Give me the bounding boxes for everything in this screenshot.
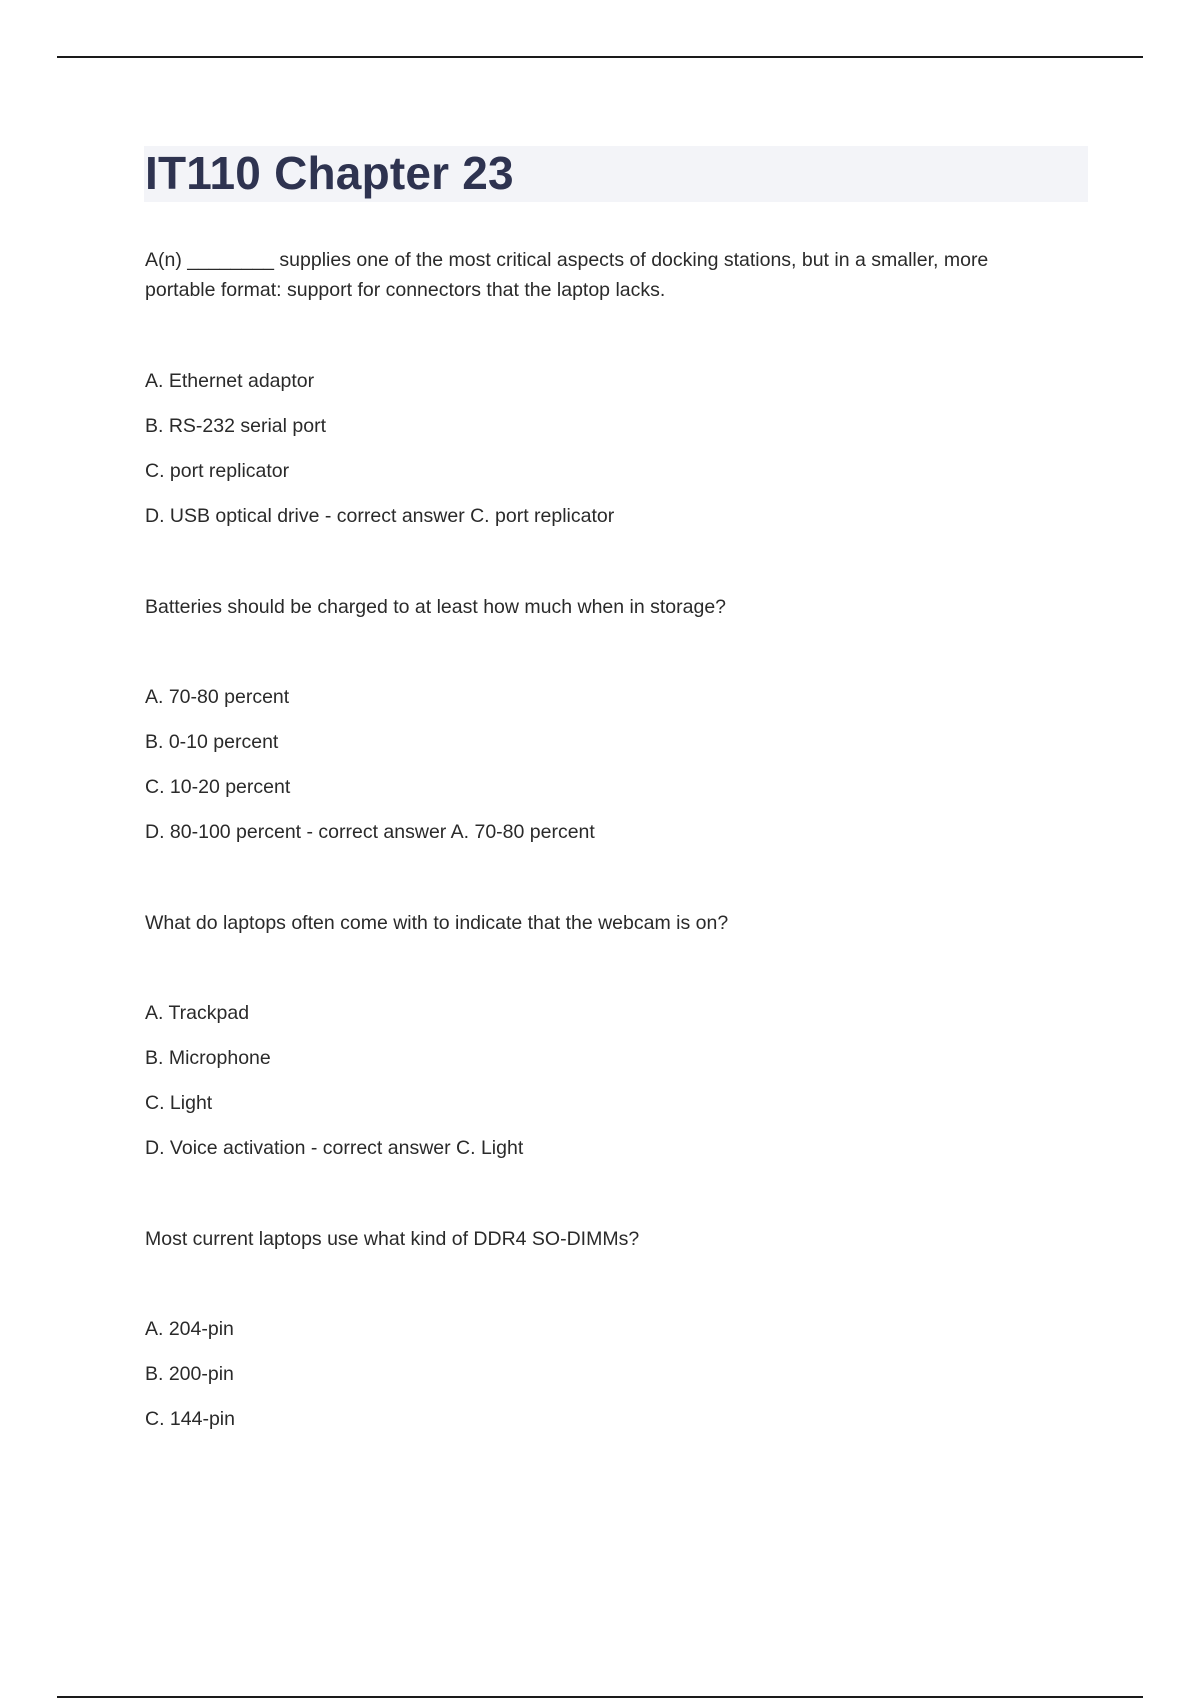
question-text: What do laptops often come with to indicate that the webcam is on?	[145, 912, 729, 934]
answer-option: B. 200-pin	[145, 1363, 234, 1385]
question-block	[145, 592, 1045, 847]
answer-option: B. RS-232 serial port	[145, 415, 326, 437]
answer-options	[145, 366, 1045, 531]
answer-option: C. 144-pin	[145, 1408, 235, 1430]
question-block	[145, 1224, 1045, 1434]
top-rule	[57, 56, 1143, 58]
answer-option: B. Microphone	[145, 1047, 271, 1069]
answer-option: C. 10-20 percent	[145, 776, 291, 798]
answer-option: A. 70-80 percent	[145, 686, 290, 708]
question-text: Most current laptops use what kind of DDR4 SO-DIMMs?	[145, 1228, 640, 1250]
answer-option-with-correct-answer: D. Voice activation - correct answer C. Light	[145, 1137, 524, 1159]
answer-option: A. Ethernet adaptor	[145, 370, 315, 392]
question-text: A(n) ________ supplies one of the most critical aspects of docking stations, but in a smaller, more portable format: support for connectors that the laptop lacks.	[145, 249, 989, 301]
answer-options	[145, 998, 1045, 1163]
answer-option-with-correct-answer: D. USB optical drive - correct answer C. port replicator	[145, 505, 615, 527]
answer-option: A. Trackpad	[145, 1002, 250, 1024]
answer-options	[145, 1314, 1045, 1434]
answer-option-with-correct-answer: D. 80-100 percent - correct answer A. 70-80 percent	[145, 821, 595, 843]
bottom-rule	[57, 1696, 1143, 1698]
answer-option: C. Light	[145, 1092, 213, 1114]
answer-options	[145, 682, 1045, 847]
document-title: IT110 Chapter 23	[145, 147, 514, 199]
answer-option: B. 0-10 percent	[145, 731, 279, 753]
question-block	[145, 245, 1045, 531]
answer-option: A. 204-pin	[145, 1318, 234, 1340]
answer-option: C. port replicator	[145, 460, 290, 482]
question-list	[145, 245, 1045, 1495]
question-block	[145, 908, 1045, 1163]
question-text: Batteries should be charged to at least how much when in storage?	[145, 596, 727, 618]
